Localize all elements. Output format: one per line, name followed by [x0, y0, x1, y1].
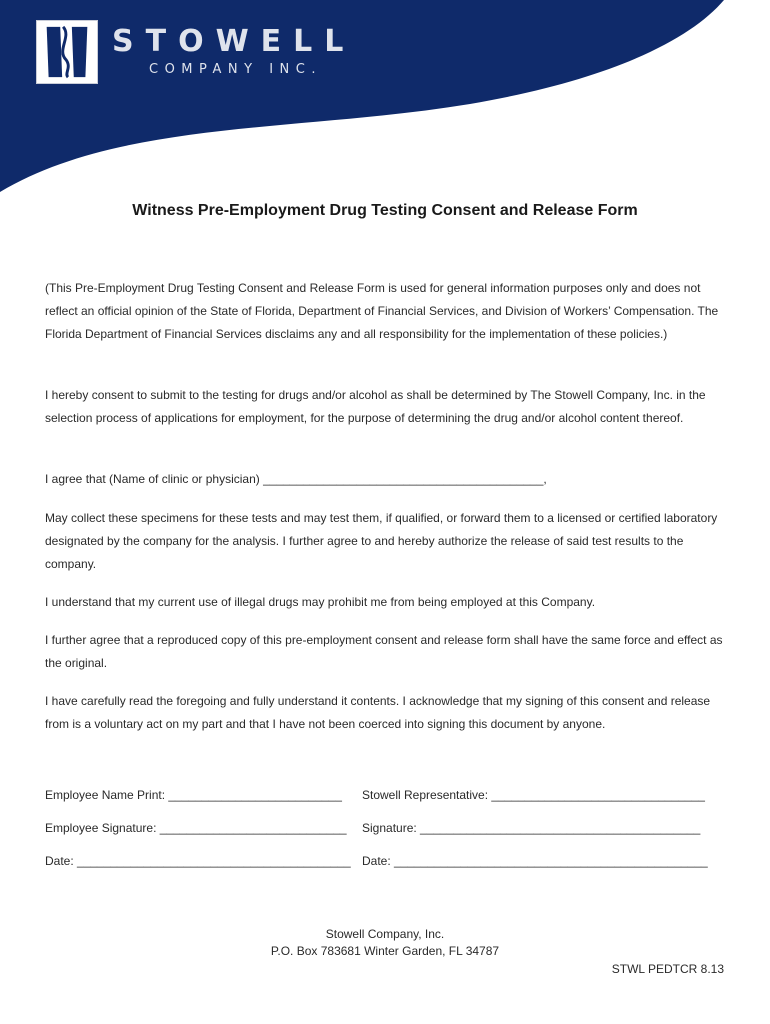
employee-name-print-field[interactable]: Employee Name Print: __________________________ [45, 788, 342, 802]
employee-date-field[interactable]: Date: _________________________________________ [45, 854, 351, 868]
company-logo-icon [36, 20, 98, 84]
illegal-drugs-paragraph: I understand that my current use of illegal drugs may prohibit me from being employed at this Company. [45, 595, 596, 609]
logo-company-name: STOWELL [112, 24, 356, 59]
consent-paragraph: I hereby consent to submit to the testing for drugs and/or alcohol as shall be determined by The Stowell Company, Inc. in the selection process of applications for employment, for the purpose of determining the drug and/or alcohol content thereof. [45, 388, 706, 425]
representative-signature-field[interactable]: Signature: __________________________________________ [362, 821, 701, 835]
form-code: STWL PEDTCR 8.13 [611, 962, 724, 976]
specimen-collection-paragraph: May collect these specimens for these tests and may test them, if qualified, or forward them to a licensed or certified laboratory designated by the company for the analysis. I further agree to and hereby authorize the release of said test results to the company. [45, 511, 718, 571]
header-navy-band [0, 0, 724, 192]
footer-company-name: Stowell Company, Inc. [325, 927, 445, 941]
employee-signature-field[interactable]: Employee Signature: ____________________________ [45, 821, 347, 835]
form-title: Witness Pre-Employment Drug Testing Consent and Release Form [132, 202, 638, 219]
acknowledgement-paragraph: I have carefully read the foregoing and fully understand it contents. I acknowledge that my signing of this consent and release from is a voluntary act on my part and that I have not been coerced into signing this document by anyone. [45, 694, 711, 731]
representative-date-field[interactable]: Date: _______________________________________________ [362, 854, 708, 868]
stowell-representative-field[interactable]: Stowell Representative: ________________________________ [362, 788, 705, 802]
footer-address: P.O. Box 783681 Winter Garden, FL 34787 [270, 944, 500, 958]
logo-company-subtitle: COMPANY INC. [149, 62, 322, 77]
agree-clinic-line: I agree that (Name of clinic or physician) __________________________________________, [45, 472, 547, 486]
reproduced-copy-paragraph: I further agree that a reproduced copy of this pre-employment consent and release form shall have the same force and effect as the original. [45, 633, 723, 670]
disclaimer-paragraph: (This Pre-Employment Drug Testing Consent and Release Form is used for general information purposes only and does not reflect an official opinion of the State of Florida, Department of Financial Services, and Division of Workers’ Compensation. The Florida Department of Financial Services disclaims any and all responsibility for the implementation of these policies.) [45, 281, 719, 341]
